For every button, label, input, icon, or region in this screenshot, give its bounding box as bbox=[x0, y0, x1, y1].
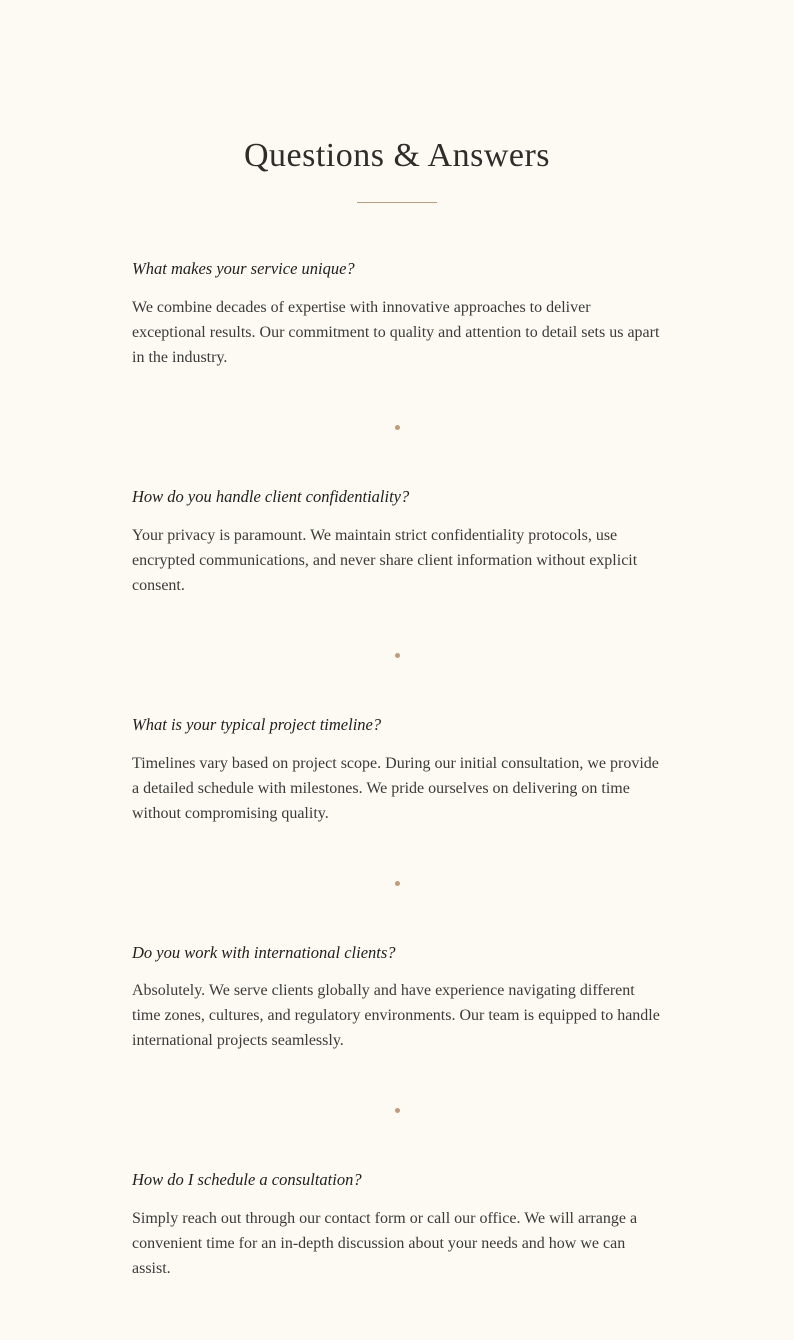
separator-dot-icon bbox=[395, 881, 400, 886]
title-divider bbox=[357, 202, 437, 203]
separator-dot-icon bbox=[395, 425, 400, 430]
faq-answer: Your privacy is paramount. We maintain strict confidentiality protocols, use encrypted communications, and never share client information without explicit consent. bbox=[132, 526, 638, 594]
faq-answer: We combine decades of expertise with innovative approaches to deliver exceptional results. Our commitment to quality and attention to detail sets us apart in the industry. bbox=[132, 298, 660, 366]
separator-dot-icon bbox=[395, 653, 400, 658]
content-column bbox=[132, 136, 662, 1281]
faq-question: How do you handle client confidentiality? bbox=[132, 486, 410, 506]
page-header bbox=[132, 136, 662, 203]
faq-question: How do I schedule a consultation? bbox=[132, 1170, 362, 1190]
page-title: Questions & Answers bbox=[243, 137, 551, 174]
section-separator bbox=[132, 653, 662, 658]
separator-dot-icon bbox=[395, 1108, 400, 1113]
faq-question: Do you work with international clients? bbox=[132, 942, 396, 962]
faq-answer: Absolutely. We serve clients globally and have experience navigating different time zones, cultures, and regulatory environments. Our team is equipped to handle international projects seamlessly. bbox=[132, 982, 660, 1050]
faq-answer: Timelines vary based on project scope. During our initial consultation, we provide a detailed schedule with milestones. We pride ourselves on delivering on time without compromising quality. bbox=[132, 754, 659, 822]
faq-question: What is your typical project timeline? bbox=[132, 714, 382, 734]
section-separator bbox=[132, 881, 662, 886]
section-separator bbox=[132, 425, 662, 430]
faq-item bbox=[132, 713, 662, 826]
section-separator bbox=[132, 1108, 662, 1113]
faq-list bbox=[132, 257, 662, 1282]
faq-answer: Simply reach out through our contact form or call our office. We will arrange a convenient time for an in-depth discussion about your needs and how we can assist. bbox=[132, 1210, 638, 1278]
faq-item bbox=[132, 485, 662, 598]
faq-item bbox=[132, 1168, 662, 1281]
faq-item bbox=[132, 941, 662, 1054]
faq-item bbox=[132, 257, 662, 370]
faq-question: What makes your service unique? bbox=[132, 258, 355, 278]
